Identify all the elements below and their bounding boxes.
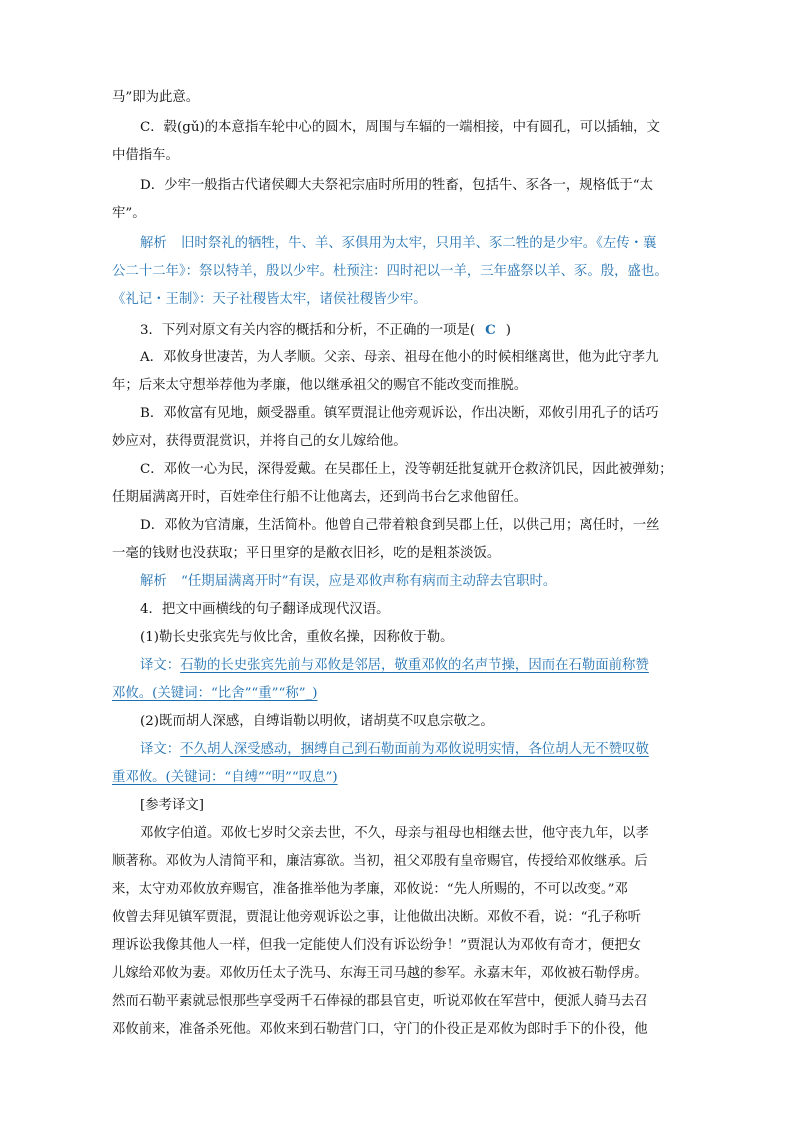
option-c: C．邓攸一心为民，深得爱戴。在吴郡任上，没等朝廷批复就开仓救济饥民，因此被弹劾； <box>140 462 673 477</box>
analysis-label: 解析 <box>140 236 167 251</box>
reference-text: 儿嫁给邓攸为妻。邓攸历任太子洗马、东海王司马越的参军。永嘉末年，邓攸被石勒俘虏。 <box>112 966 648 981</box>
translation-text: 石勒的长史张宾先前与邓攸是邻居，敬重邓攸的名声节操，因而在石勒面前称赞 <box>180 658 649 673</box>
option-a: A．邓攸身世凄苦，为人孝顺。父亲、母亲、祖母在他小的时候相继离世，他为此守孝九 <box>140 350 659 365</box>
question-3-close: ) <box>505 323 512 338</box>
translation-text: 重邓攸。(关键词：“自缚”“明”“叹息”) <box>112 770 338 785</box>
analysis-line <box>140 234 656 254</box>
analysis-text: 公二十二年》：祭以特羊，殷以少牢。杜预注：四时祀以一羊，三年盛祭以羊、豕。殷，盛也。 <box>112 264 668 279</box>
reference-text: 然而石勒平素就忌恨那些享受两千石俸禄的郡县官吏，听说邓攸在军营中，便派人骑马去召 <box>112 994 648 1009</box>
translation-text: 邓攸。(关键词：“比舍”“重”“称”_) <box>112 686 318 701</box>
question-3-answer: C <box>485 322 496 338</box>
analysis-label: 解析 <box>140 574 167 589</box>
question-4: 4．把文中画横线的句子翻译成现代汉语。 <box>140 602 390 617</box>
translation-line <box>140 740 649 760</box>
translation-text: 不久胡人深受感动，捆缚自己到石勒面前为邓攸说明实情，各位胡人无不赞叹敬 <box>180 742 649 757</box>
reference-text: 顺著称。邓攸为人清简平和，廉洁寡欲。当初，祖父邓殷有皇帝赐官，传授给邓攸继承。后 <box>112 854 648 869</box>
option-b: B．邓攸富有见地，颇受器重。镇军贾混让他旁观诉讼，作出决断，邓攸引用孔子的话巧 <box>140 406 659 421</box>
reference-text: 攸曾去拜见镇军贾混，贾混让他旁观诉讼之事，让他做出决断。邓攸不看，说：“孔子称听 <box>112 910 642 925</box>
reference-text: 邓攸字伯道。邓攸七岁时父亲去世，不久，母亲与祖母也相继去世，他守丧九年，以孝 <box>140 826 649 841</box>
analysis-text: “任期届满离开时”有误，应是邓攸声称有病而主动辞去官职时。 <box>181 574 557 589</box>
reference-heading: [参考译文] <box>140 798 205 813</box>
analysis-text: 《礼记・王制》：天子社稷皆太牢，诸侯社稷皆少牢。 <box>112 292 427 307</box>
analysis-line <box>140 572 556 592</box>
translation-line <box>140 656 649 676</box>
text-line: 妙应对，获得贾混赏识，并将自己的女儿嫁给他。 <box>112 434 407 449</box>
text-line: 马”即为此意。 <box>112 90 200 105</box>
option-d: D．少牢一般指古代诸侯卿大夫祭祀宗庙时所用的牲畜，包括牛、豕各一，规格低于“太 <box>140 178 654 193</box>
text-line: 牢”。 <box>112 206 146 221</box>
reference-text: 邓攸前来，准备杀死他。邓攸来到石勒营门口，守门的仆役正是邓攸为郎时手下的仆役，他 <box>112 1022 648 1037</box>
question-3 <box>140 320 511 341</box>
text-line: 中借指车。 <box>112 148 179 163</box>
reference-text: 来，太守劝邓攸放弃赐官，准备推举他为孝廉，邓攸说：“先人所赐的，不可以改变。”邓 <box>112 882 628 897</box>
translation-label: 译文： <box>140 658 181 673</box>
translation-label: 译文： <box>140 742 181 757</box>
text-line: 任期届满离开时，百姓牵住行船不让他离去，还到尚书台乞求他留任。 <box>112 490 528 505</box>
sentence-1: (1)勒长史张宾先与攸比舍，重攸名操，因称攸于勒。 <box>140 630 454 645</box>
reference-text: 理诉讼我像其他人一样，但我一定能使人们没有诉讼纷争！”贾混认为邓攸有奇才，便把女 <box>112 938 642 953</box>
text-line: 年；后来太守想举荐他为孝廉，他以继承祖父的赐官不能改变而推脱。 <box>112 378 528 393</box>
sentence-2: (2)既而胡人深感，自缚诣勒以明攸，诸胡莫不叹息宗敬之。 <box>140 714 494 729</box>
option-d: D．邓攸为官清廉，生活简朴。他曾自己带着粮食到吴郡上任，以供己用；离任时，一丝 <box>140 518 660 533</box>
text-line: 一毫的钱财也没获取；平日里穿的是敝衣旧衫，吃的是粗茶淡饭。 <box>112 546 501 561</box>
option-c: C．毂(gǔ)的本意指车轮中心的圆木，周围与车辐的一端相接，中有圆孔，可以插轴，文 <box>140 120 660 135</box>
analysis-text: 旧时祭礼的牺牲，牛、羊、豕俱用为太牢，只用羊、豕二牲的是少牢。《左传・襄 <box>181 236 657 251</box>
question-3-text: 3．下列对原文有关内容的概括和分析，不正确的一项是( <box>140 323 476 338</box>
